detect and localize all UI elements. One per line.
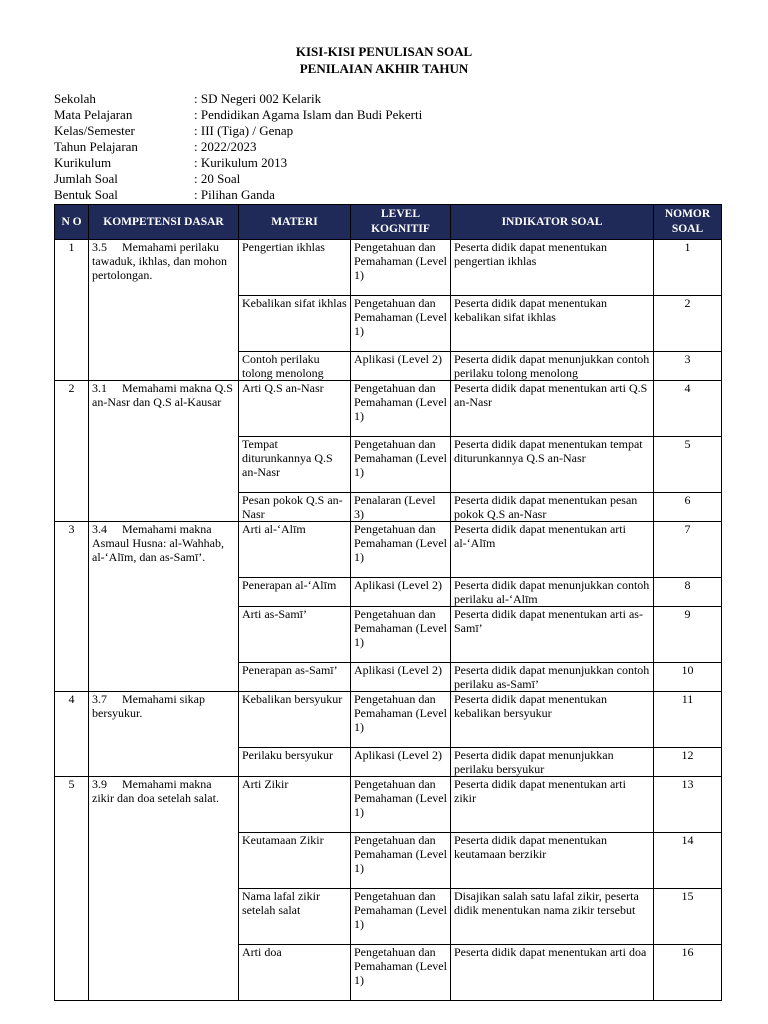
cell-level-kognitif: Aplikasi (Level 2)	[351, 578, 451, 607]
cell-level-kognitif: Aplikasi (Level 2)	[351, 352, 451, 381]
cell-level-kognitif: Pengetahuan dan Pemahaman (Level 1)	[351, 381, 451, 437]
cell-indikator-soal: Peserta didik dapat menentukan arti doa	[451, 945, 654, 1001]
cell-materi: Arti as-Samī’	[239, 607, 351, 663]
meta-row	[54, 155, 422, 171]
cell-nomor-soal: 8	[654, 578, 722, 607]
cell-nomor-soal: 5	[654, 437, 722, 493]
cell-level-kognitif: Pengetahuan dan Pemahaman (Level 1)	[351, 692, 451, 748]
cell-materi: Pengertian ikhlas	[239, 240, 351, 296]
cell-indikator-soal: Peserta didik dapat menunjukkan perilaku bersyukur	[451, 748, 654, 777]
table-body	[55, 240, 722, 1001]
cell-nomor-soal: 6	[654, 493, 722, 522]
cell-level-kognitif: Pengetahuan dan Pemahaman (Level 1)	[351, 240, 451, 296]
cell-materi: Contoh perilaku tolong menolong	[239, 352, 351, 381]
kd-text: Memahami makna zikir dan doa setelah salat.	[92, 777, 219, 805]
cell-materi: Arti Q.S an-Nasr	[239, 381, 351, 437]
cell-level-kognitif: Pengetahuan dan Pemahaman (Level 1)	[351, 833, 451, 889]
kd-number: 3.7	[92, 692, 107, 706]
meta-key: Kelas/Semester	[54, 123, 135, 138]
header-indikator-soal: INDIKATOR SOAL	[451, 205, 654, 240]
cell-indikator-soal: Peserta didik dapat menentukan tempat diturunkannya Q.S an-Nasr	[451, 437, 654, 493]
meta-row	[54, 187, 422, 203]
kd-text: Memahami sikap bersyukur.	[92, 692, 205, 720]
cell-materi: Penerapan al-‘Alīm	[239, 578, 351, 607]
cell-indikator-soal: Peserta didik dapat menunjukkan contoh perilaku al-‘Alīm	[451, 578, 654, 607]
meta-row	[54, 139, 422, 155]
cell-nomor-soal: 15	[654, 889, 722, 945]
cell-nomor-soal: 9	[654, 607, 722, 663]
kd-number: 3.1	[92, 381, 107, 395]
cell-materi: Nama lafal zikir setelah salat	[239, 889, 351, 945]
cell-indikator-soal: Peserta didik dapat menentukan arti as-Samī’	[451, 607, 654, 663]
kd-number: 3.4	[92, 522, 107, 536]
cell-nomor-soal: 14	[654, 833, 722, 889]
table-row	[55, 522, 722, 578]
cell-indikator-soal: Peserta didik dapat menentukan kebalikan bersyukur	[451, 692, 654, 748]
cell-indikator-soal: Peserta didik dapat menentukan pengertian ikhlas	[451, 240, 654, 296]
cell-nomor-soal: 13	[654, 777, 722, 833]
header-nomor-soal: NOMOR SOAL	[654, 205, 722, 240]
cell-no: 2	[55, 381, 89, 522]
kd-text: Memahami makna Q.S an-Nasr dan Q.S al-Kausar	[92, 381, 233, 409]
table-row	[55, 381, 722, 437]
table-row	[55, 240, 722, 296]
cell-indikator-soal: Peserta didik dapat menentukan kebalikan sifat ikhlas	[451, 296, 654, 352]
cell-materi: Arti al-‘Alīm	[239, 522, 351, 578]
cell-level-kognitif: Pengetahuan dan Pemahaman (Level 1)	[351, 522, 451, 578]
meta-key: Kurikulum	[54, 155, 112, 170]
meta-value: : Pilihan Ganda	[194, 187, 275, 202]
cell-nomor-soal: 11	[654, 692, 722, 748]
cell-materi: Penerapan as-Samī’	[239, 663, 351, 692]
meta-key: Tahun Pelajaran	[54, 139, 138, 154]
cell-indikator-soal: Peserta didik dapat menentukan arti al-‘Alīm	[451, 522, 654, 578]
cell-level-kognitif: Pengetahuan dan Pemahaman (Level 1)	[351, 945, 451, 1001]
meta-value: : Kurikulum 2013	[194, 155, 288, 170]
cell-nomor-soal: 4	[654, 381, 722, 437]
cell-level-kognitif: Penalaran (Level 3)	[351, 493, 451, 522]
cell-nomor-soal: 1	[654, 240, 722, 296]
cell-level-kognitif: Aplikasi (Level 2)	[351, 748, 451, 777]
cell-kompetensi-dasar	[89, 692, 239, 777]
cell-indikator-soal: Peserta didik dapat menunjukkan contoh perilaku tolong menolong	[451, 352, 654, 381]
doc-subtitle: PENILAIAN AKHIR TAHUN	[299, 61, 469, 76]
meta-key: Bentuk Soal	[54, 187, 118, 202]
cell-level-kognitif: Aplikasi (Level 2)	[351, 663, 451, 692]
meta-value: : 2022/2023	[194, 139, 257, 154]
cell-level-kognitif: Pengetahuan dan Pemahaman (Level 1)	[351, 607, 451, 663]
meta-key: Sekolah	[54, 91, 96, 106]
cell-indikator-soal: Peserta didik dapat menentukan pesan pokok Q.S an-Nasr	[451, 493, 654, 522]
table-row	[55, 777, 722, 833]
header-level-kognitif: LEVEL KOGNITIF	[351, 205, 451, 240]
cell-kompetensi-dasar	[89, 777, 239, 1001]
cell-indikator-soal: Disajikan salah satu lafal zikir, peserta didik menentukan nama zikir tersebut	[451, 889, 654, 945]
cell-nomor-soal: 10	[654, 663, 722, 692]
cell-materi: Arti Zikir	[239, 777, 351, 833]
kd-number: 3.5	[92, 240, 107, 254]
header-materi: MATERI	[239, 205, 351, 240]
cell-nomor-soal: 2	[654, 296, 722, 352]
cell-indikator-soal: Peserta didik dapat menunjukkan contoh perilaku as-Samī’	[451, 663, 654, 692]
cell-nomor-soal: 12	[654, 748, 722, 777]
meta-key: Mata Pelajaran	[54, 107, 133, 122]
kd-text: Memahami makna Asmaul Husna: al-Wahhab, al-‘Alīm, dan as-Samī’.	[92, 522, 224, 564]
meta-info	[54, 91, 422, 203]
meta-value: : Pendidikan Agama Islam dan Budi Pekerti	[194, 107, 423, 122]
cell-materi: Tempat diturunkannya Q.S an-Nasr	[239, 437, 351, 493]
cell-materi: Kebalikan bersyukur	[239, 692, 351, 748]
cell-indikator-soal: Peserta didik dapat menentukan arti Q.S an-Nasr	[451, 381, 654, 437]
cell-indikator-soal: Peserta didik dapat menentukan keutamaan berzikir	[451, 833, 654, 889]
meta-row	[54, 171, 422, 187]
cell-materi: Perilaku bersyukur	[239, 748, 351, 777]
kisi-kisi-table	[54, 204, 722, 1001]
cell-kompetensi-dasar	[89, 522, 239, 692]
cell-materi: Keutamaan Zikir	[239, 833, 351, 889]
meta-key: Jumlah Soal	[54, 171, 118, 186]
meta-row	[54, 107, 422, 123]
cell-nomor-soal: 7	[654, 522, 722, 578]
doc-title: KISI-KISI PENULISAN SOAL	[295, 44, 473, 59]
cell-no: 4	[55, 692, 89, 777]
meta-row	[54, 123, 422, 139]
cell-kompetensi-dasar	[89, 381, 239, 522]
header-no: N O	[55, 205, 89, 240]
meta-value: : SD Negeri 002 Kelarik	[194, 91, 322, 106]
header-kompetensi-dasar: KOMPETENSI DASAR	[89, 205, 239, 240]
cell-no: 3	[55, 522, 89, 692]
cell-materi: Arti doa	[239, 945, 351, 1001]
cell-indikator-soal: Peserta didik dapat menentukan arti zikir	[451, 777, 654, 833]
cell-kompetensi-dasar	[89, 240, 239, 381]
cell-level-kognitif: Pengetahuan dan Pemahaman (Level 1)	[351, 777, 451, 833]
table-row	[55, 692, 722, 748]
cell-level-kognitif: Pengetahuan dan Pemahaman (Level 1)	[351, 437, 451, 493]
meta-value: : III (Tiga) / Genap	[194, 123, 294, 138]
cell-no: 1	[55, 240, 89, 381]
cell-no: 5	[55, 777, 89, 1001]
table-header-row	[55, 205, 722, 240]
cell-nomor-soal: 3	[654, 352, 722, 381]
meta-row	[54, 91, 422, 107]
kd-number: 3.9	[92, 777, 107, 791]
cell-level-kognitif: Pengetahuan dan Pemahaman (Level 1)	[351, 296, 451, 352]
cell-nomor-soal: 16	[654, 945, 722, 1001]
cell-level-kognitif: Pengetahuan dan Pemahaman (Level 1)	[351, 889, 451, 945]
cell-materi: Kebalikan sifat ikhlas	[239, 296, 351, 352]
cell-materi: Pesan pokok Q.S an-Nasr	[239, 493, 351, 522]
kd-text: Memahami perilaku tawaduk, ikhlas, dan mohon pertolongan.	[92, 240, 227, 282]
meta-value: : 20 Soal	[194, 171, 241, 186]
